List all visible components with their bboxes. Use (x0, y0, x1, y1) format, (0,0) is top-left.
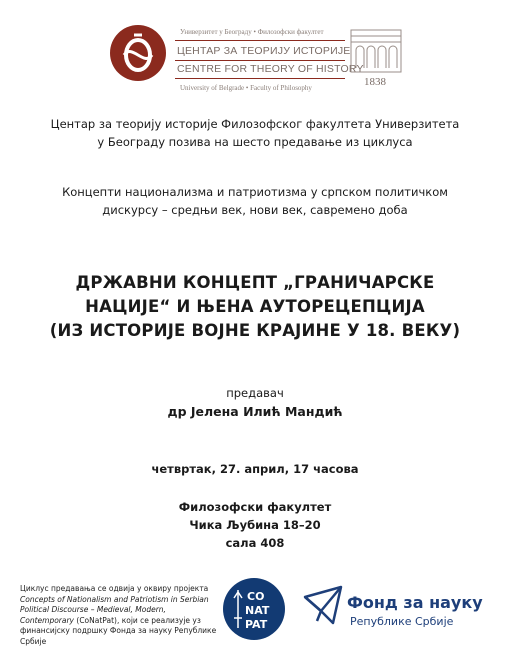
lecture-title-line-2: НАЦИЈЕ“ И ЊЕНА АУТОРЕЦЕПЦИЈА (85, 297, 425, 316)
lecture-title-line-1: ДРЖАВНИ КОНЦЕПТ „ГРАНИЧАРСКЕ (75, 273, 435, 292)
intro-line-2: у Београду позива на шесто предавање из циклуса (97, 135, 413, 149)
venue-line-1: Филозофски факултет (178, 500, 332, 514)
venue-line-2: Чика Љубина 18–20 (189, 518, 321, 532)
header-rule-top (175, 40, 345, 41)
center-name-sr: ЦЕНТАР ЗА ТЕОРИЈУ ИСТОРИЈЕ (177, 45, 351, 57)
header-top-line: Универзитет у Београду • Филозофски факултет (180, 28, 324, 36)
cycle-line-2: дискурсу – средњи век, нови век, савремено доба (102, 203, 408, 217)
cycle-line-1: Концепти национализма и патриотизма у српском политичком (62, 185, 448, 199)
header-rule-bottom (175, 78, 345, 79)
project-note-a: Циклус предавања се одвија у оквиру пројекта (20, 584, 209, 593)
conatpat-logo (223, 578, 285, 640)
project-note (20, 584, 220, 647)
lecturer-label: предавач (226, 386, 284, 400)
conatpat-co-text: CO (247, 590, 265, 603)
intro-line-1: Центар за теорију историје Филозофског факултета Универзитета (50, 117, 460, 131)
founding-year: 1838 (364, 76, 386, 88)
fond-title: Фонд за науку (347, 593, 483, 612)
fond-envelope-icon (303, 585, 343, 627)
faculty-logo (110, 25, 166, 81)
fond-subtitle: Републике Србије (350, 615, 454, 628)
venue-line-3: сала 408 (225, 536, 285, 550)
lecture-datetime: четвртак, 27. април, 17 часова (151, 462, 359, 476)
lecturer-name: др Јелена Илић Мандић (167, 404, 343, 419)
header-bottom-line: University of Belgrade • Faculty of Philosophy (180, 84, 312, 92)
project-note-c: (CoNatPat), који се реализује уз финансијску подршку Фонда за науку Републике Србије (20, 615, 217, 646)
lecture-title-line-3: (ИЗ ИСТОРИЈЕ ВОЈНЕ КРАЈИНЕ У 18. ВЕКУ) (49, 321, 461, 340)
project-note-b: Concepts of Nationalism and Patriotism in Serbian Political Discourse – Medieval, Modern, Contemporary (20, 594, 209, 625)
conatpat-pat-text: PAT (245, 618, 268, 631)
faculty-building-icon (350, 28, 402, 74)
header-rule-middle (175, 60, 345, 61)
center-name-en: CENTRE FOR THEORY OF HISTORY (177, 63, 364, 75)
conatpat-nat-text: NAT (245, 604, 270, 617)
